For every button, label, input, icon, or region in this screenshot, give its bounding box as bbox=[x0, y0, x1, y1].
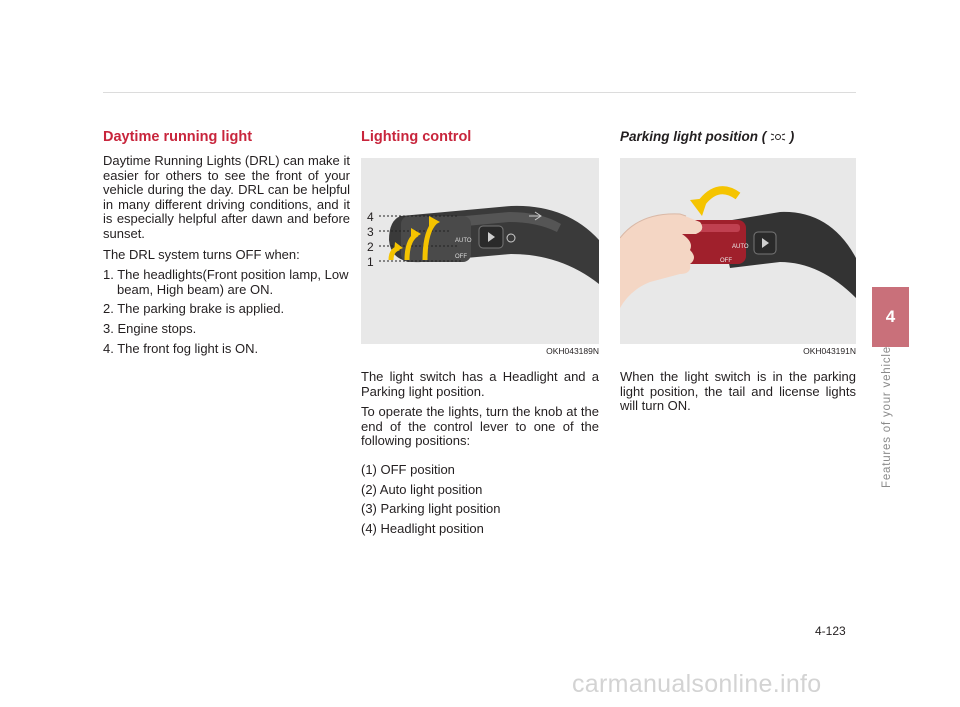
figure-callout-4: 4 bbox=[367, 210, 374, 224]
parking-figure bbox=[620, 158, 856, 344]
watermark: carmanualsonline.info bbox=[572, 670, 822, 698]
light-positions bbox=[361, 463, 599, 536]
list-item: 3. Engine stops. bbox=[103, 320, 197, 336]
parking-section bbox=[620, 128, 856, 420]
drl-section bbox=[103, 128, 350, 361]
parking-heading-text: Parking light position ( bbox=[620, 129, 767, 144]
figure-callout-3: 3 bbox=[367, 225, 374, 239]
drl-heading: Daytime running light bbox=[103, 129, 253, 145]
chapter-title: Features of your vehicle bbox=[881, 346, 893, 488]
lighting-para-1: The light switch has a Headlight and a Parking light position. bbox=[361, 369, 599, 399]
lighting-figure bbox=[361, 158, 599, 344]
page-number: 4-123 bbox=[815, 624, 846, 638]
parking-text: When the light switch is in the parking light position, the tail and license lights will turn ON. bbox=[620, 369, 856, 414]
figure-callout-2: 2 bbox=[367, 240, 374, 254]
lighting-section bbox=[361, 128, 599, 541]
drl-intro: Daytime Running Lights (DRL) can make it easier for others to see the front of your vehicle during the day. DRL can be helpful in many different driving conditions, and it is especially helpful after dawn and before sunset. bbox=[103, 153, 350, 241]
list-item: (2) Auto light position bbox=[361, 481, 483, 497]
figure-code: OKH043191N bbox=[803, 346, 856, 356]
top-rule bbox=[103, 92, 856, 93]
list-item: 1. The headlights(Front position lamp, Low beam, High beam) are ON. bbox=[103, 267, 349, 297]
light-switch-illustration bbox=[361, 158, 599, 344]
list-item: (1) OFF position bbox=[361, 461, 455, 477]
figure-code: OKH043189N bbox=[546, 346, 599, 356]
switch-label-off: OFF bbox=[455, 254, 467, 260]
hand-turning-switch-illustration bbox=[620, 158, 856, 344]
list-item: (3) Parking light position bbox=[361, 501, 501, 517]
list-item: (4) Headlight position bbox=[361, 520, 484, 536]
drl-conditions bbox=[103, 268, 350, 356]
section-number: 4 bbox=[885, 307, 896, 326]
drl-off-when: The DRL system turns OFF when: bbox=[103, 246, 300, 262]
parking-heading-end: ) bbox=[789, 129, 795, 144]
switch-label-auto: AUTO bbox=[732, 244, 749, 250]
parking-heading bbox=[620, 128, 856, 146]
parking-light-icon bbox=[770, 132, 786, 142]
lighting-heading: Lighting control bbox=[361, 129, 472, 145]
switch-label-auto: AUTO bbox=[455, 238, 472, 244]
list-item: 4. The front fog light is ON. bbox=[103, 340, 259, 356]
figure-callout-1: 1 bbox=[367, 255, 374, 269]
switch-label-off: OFF bbox=[720, 258, 732, 264]
list-item: 2. The parking brake is applied. bbox=[103, 301, 285, 317]
lighting-para-2: To operate the lights, turn the knob at the end of the control lever to one of the following positions: bbox=[361, 404, 599, 449]
section-tab bbox=[872, 287, 909, 347]
